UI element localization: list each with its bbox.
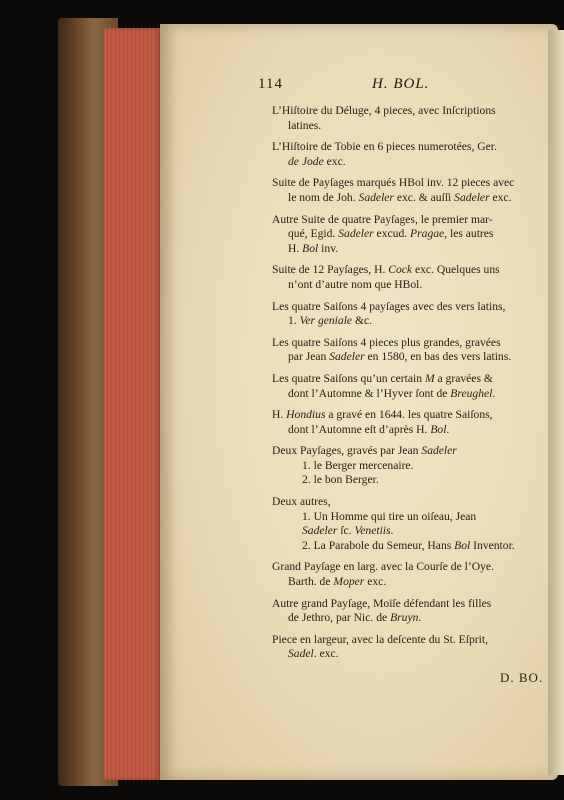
entry-line <box>272 495 544 510</box>
italic-name: Sadeler <box>338 227 374 241</box>
entry-line <box>272 444 544 459</box>
entry-line <box>272 510 544 525</box>
entry-text: exc. Quelques uns <box>412 263 500 277</box>
page-number: 114 <box>258 76 283 92</box>
entry-text: qué, Egid. <box>288 227 339 241</box>
entry-text: H. <box>288 241 303 255</box>
entry-text: exc. <box>323 154 346 168</box>
entry-line <box>272 213 544 228</box>
entry-line <box>272 300 544 315</box>
entry-text: ſc. <box>337 524 355 538</box>
italic-name: Bol <box>430 422 447 436</box>
catalogue-entry <box>272 300 544 329</box>
entry-text: inv. <box>318 241 339 255</box>
entry-text: 1. le Berger mercenaire. <box>302 458 414 472</box>
entry-line <box>272 140 544 155</box>
catalogue-entry <box>272 104 544 133</box>
italic-name: Sadel <box>288 647 314 661</box>
entry-line <box>272 575 544 590</box>
entry-text: Piece en largeur, avec la deſcente du St. Eſprit, <box>272 632 488 646</box>
entry-text: , les autres <box>444 227 494 241</box>
entry-line <box>272 597 544 612</box>
entry-text: 2. La Parabole du Semeur, Hans <box>302 538 455 552</box>
catalogue-entry <box>272 408 544 437</box>
entry-line <box>272 473 544 488</box>
entry-text: Les quatre Saiſons 4 payſages avec des vers latins, <box>272 299 506 313</box>
entry-text: Suite de 12 Payſages, H. <box>272 263 389 277</box>
entry-text: L’Hiſtoire de Tobie en 6 pieces numerotées, Ger. <box>272 140 497 154</box>
italic-name: Pragae <box>410 227 445 241</box>
entry-text: par Jean <box>288 350 330 364</box>
entry-text: Les quatre Saiſons 4 pieces plus grandes, gravées <box>272 335 501 349</box>
entry-text: &c. <box>352 314 373 328</box>
entry-text: H. <box>272 408 287 422</box>
italic-name: Cock <box>388 263 413 277</box>
entry-text: exc. <box>364 575 387 589</box>
entry-text: dont l’Automne & l’Hyver ſont de <box>288 386 451 400</box>
catalogue-entries <box>272 104 544 669</box>
entry-line <box>272 647 544 662</box>
entry-line <box>272 560 544 575</box>
catalogue-entry <box>272 444 544 488</box>
entry-text: le nom de Joh. <box>288 190 359 204</box>
entry-text: Grand Payſage en larg. avec la Courſe de l’Oye. <box>272 560 494 574</box>
entry-line <box>272 539 544 554</box>
entry-text: . <box>446 422 450 436</box>
entry-text: Les quatre Saiſons qu’un certain <box>272 371 425 385</box>
entry-line <box>272 242 544 257</box>
entry-line <box>272 350 544 365</box>
entry-line <box>272 459 544 474</box>
catchword: D. BO. <box>500 670 544 685</box>
entry-text: en 1580, en bas des vers latins. <box>364 350 512 364</box>
entry-line <box>272 314 544 329</box>
entry-line <box>272 611 544 626</box>
entry-text: 2. le bon Berger. <box>302 473 379 487</box>
entry-text: Barth. de <box>288 575 334 589</box>
entry-text: Autre grand Payſage, Moïſe défendant les filles <box>272 596 492 610</box>
italic-name: Venetiis <box>354 524 391 538</box>
italic-name: de Jode <box>288 154 324 168</box>
entry-text: dont l’Automne eſt d’après H. <box>288 422 431 436</box>
entry-text: exc. <box>489 190 512 204</box>
italic-name: Bol <box>454 538 471 552</box>
entry-line <box>272 176 544 191</box>
entry-text: Deux Payſages, gravés par Jean <box>272 444 422 458</box>
entry-text: n’ont d’autre nom que HBol. <box>288 277 423 291</box>
entry-text: Deux autres, <box>272 495 331 509</box>
catalogue-entry <box>272 597 544 626</box>
entry-line <box>272 408 544 423</box>
catalogue-entry <box>272 336 544 365</box>
italic-name: Breughel <box>450 386 493 400</box>
entry-text: Suite de Payſages marqués HBol inv. 12 pieces avec <box>272 176 515 190</box>
entry-line <box>272 119 544 134</box>
catalogue-entry <box>272 560 544 589</box>
entry-text: latines. <box>288 118 322 132</box>
entry-text: a gravé en 1644. les quatre Saiſons, <box>325 408 493 422</box>
running-head: H. BOL. <box>372 76 430 92</box>
catalogue-entry <box>272 176 544 205</box>
entry-text: exc. & auſſi <box>393 190 455 204</box>
entry-line <box>272 263 544 278</box>
catalogue-entry <box>272 140 544 169</box>
entry-text: Inventor. <box>470 538 515 552</box>
entry-line <box>272 104 544 119</box>
entry-line <box>272 155 544 170</box>
italic-name: Sadeler <box>358 190 394 204</box>
entry-line <box>272 423 544 438</box>
italic-name: Sadeler <box>454 190 490 204</box>
entry-line <box>272 336 544 351</box>
entry-text: excud. <box>373 227 411 241</box>
entry-line <box>272 387 544 402</box>
catalogue-entry <box>272 372 544 401</box>
entry-text: a gravées & <box>434 371 493 385</box>
next-page-edge <box>548 30 564 775</box>
entry-text: Autre Suite de quatre Payſages, le premier mar- <box>272 212 493 226</box>
entry-text: de Jethro, par Nic. de <box>288 611 391 625</box>
italic-name: Bruyn <box>390 611 419 625</box>
entry-line <box>272 633 544 648</box>
italic-name: M <box>424 371 435 385</box>
page-edges <box>104 28 162 780</box>
italic-name: Moper <box>333 575 365 589</box>
entry-text: 1. Un Homme qui tire un oiſeau, Jean <box>302 509 477 523</box>
entry-text: . <box>390 524 394 538</box>
entry-text: . exc. <box>313 647 339 661</box>
entry-text: . <box>492 386 496 400</box>
entry-line <box>272 227 544 242</box>
italic-name: Sadeler <box>302 524 338 538</box>
entry-text: 1. <box>288 314 300 328</box>
italic-name: Hondius <box>286 408 326 422</box>
italic-name: Ver geniale <box>299 314 353 328</box>
italic-name: Sadeler <box>421 444 457 458</box>
entry-text: L’Hiſtoire du Déluge, 4 pieces, avec Inſcriptions <box>272 104 496 117</box>
catalogue-entry <box>272 263 544 292</box>
entry-line <box>272 191 544 206</box>
catalogue-entry <box>272 633 544 662</box>
entry-line <box>272 524 544 539</box>
entry-line <box>272 372 544 387</box>
entry-text: . <box>418 611 422 625</box>
entry-line <box>272 278 544 293</box>
italic-name: Sadeler <box>329 350 365 364</box>
catalogue-entry <box>272 213 544 257</box>
italic-name: Bol <box>302 241 319 255</box>
catalogue-entry <box>272 495 544 553</box>
